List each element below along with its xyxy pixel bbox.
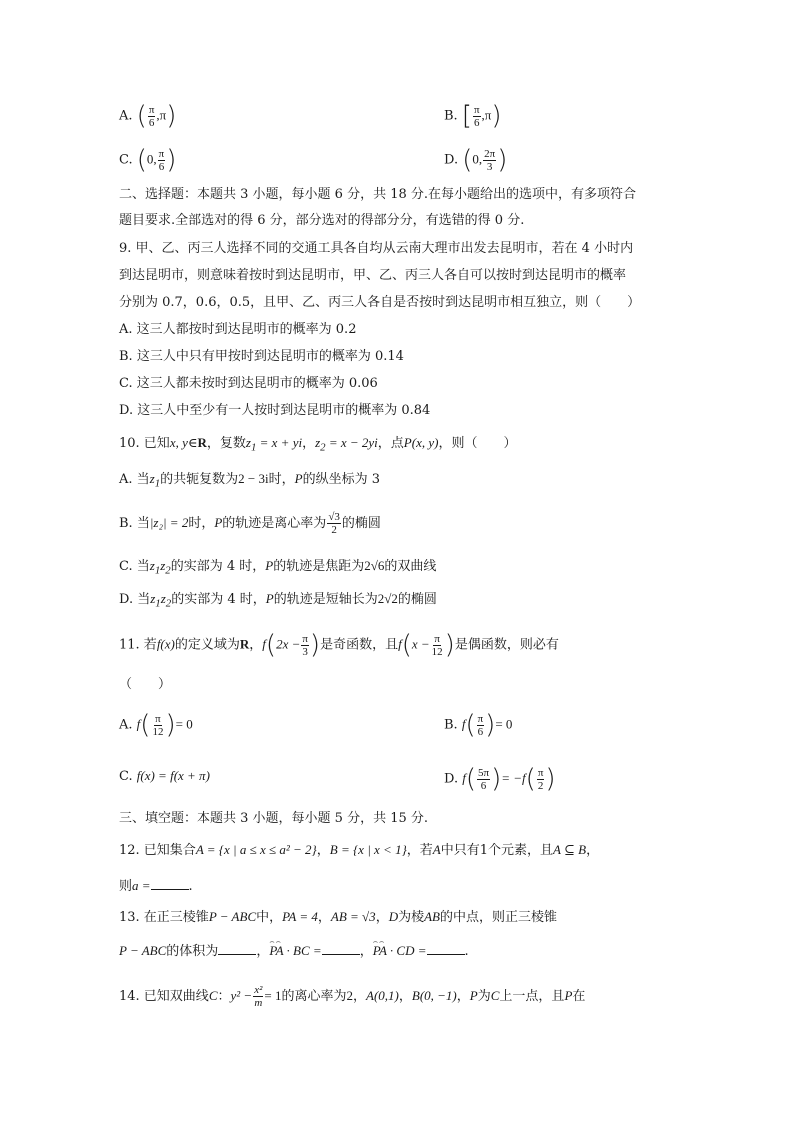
paren-close: ) [497,145,508,175]
text: 的纵坐标为 3 [302,472,380,487]
denominator: 6 [148,116,155,129]
text: 为 [477,989,491,1004]
q10-stem [119,433,516,458]
math-arg: 2x − [276,636,301,652]
paren-close: ) [166,145,177,175]
answer-blank[interactable] [151,875,189,890]
numerator: π [155,712,161,725]
text: ， [586,843,600,858]
math-a: a = [132,878,151,893]
denominator: 12 [431,645,443,658]
text: . [188,879,193,894]
option-label: D. [444,771,459,787]
math-C: C [490,988,500,1003]
math-eq: = −f [501,770,526,786]
option-label: A. [119,717,133,733]
text: 12. 已知集合 [119,843,196,858]
option-label: C. [119,769,133,784]
math-expr: f(x) = f(x + π) [136,768,210,783]
math-A: A [432,842,441,857]
math-z1: $z_1$ [149,471,161,490]
option-label: A. [119,108,133,124]
q12-answer-line [119,875,193,897]
math-fx: f(x) [156,636,175,652]
denominator: 3 [486,160,493,173]
text: 的共轭复数为 [160,472,239,487]
text: ，点 [377,436,404,451]
q10-option-d[interactable] [119,589,437,614]
math-pyramid: P − ABC [119,943,167,958]
math-P: P [564,988,573,1003]
text: ， [456,989,470,1004]
math-dot-product-2: ⌢⌢ PA · CD = [373,941,427,961]
numerator: √3 [328,511,340,523]
text: B. 当 [119,516,150,531]
text: 是偶函数，则必有 [454,637,559,653]
text: 的轨迹是短轴长为 [273,592,378,607]
math-C: C [208,988,218,1003]
paren-open: ( [140,710,151,740]
text: ： [217,989,231,1004]
numerator: π [477,712,484,725]
text: ，复数 [206,436,246,451]
math-value: 2 − 3i [238,471,269,486]
paren-close: ) [485,710,496,740]
text: ， [375,910,389,925]
text: ， [256,944,270,959]
numerator: x² [254,984,263,996]
text: 上一点，且 [499,989,565,1004]
option-label: D. [444,152,459,168]
paren-open: ( [136,101,147,131]
q12-stem [119,840,599,861]
text: ， [317,910,331,925]
text: D. 当 [119,592,151,607]
denominator: 2 [331,524,337,536]
text: 的实部为 4 时， [170,559,266,574]
option-label: B. [444,717,458,733]
text: 时， [188,516,215,531]
interval-rest: ,π [156,107,167,123]
math-P: P [294,471,303,486]
answer-blank-dot2[interactable] [427,940,465,955]
q10-option-a[interactable] [119,469,380,494]
math-arg: x − [411,636,430,652]
text: A. 当 [119,472,150,487]
math-P: P [214,515,223,530]
text: 为棱 [398,910,425,925]
text: 的椭圆 [397,592,437,607]
math-subset: A ⊆ B [553,842,587,857]
math-z1: $z_1$ [245,435,257,454]
paren-open: ( [465,764,477,794]
q11-option-d[interactable] [444,766,556,792]
denominator: 6 [474,116,480,129]
fraction [301,633,309,658]
numerator: π [302,632,308,645]
paren-close: ) [491,764,502,794]
text: 的实部为 4 时， [171,592,266,607]
math-f: f [461,716,466,732]
fraction [158,148,166,173]
text: 13. 在正三棱锥 [119,910,209,925]
q8-option-c[interactable] [119,147,176,173]
text: 的椭圆 [341,516,381,531]
text: 14. 已知双曲线 [119,989,209,1004]
q14-stem [119,984,585,1009]
interval-pre: 0, [146,151,157,167]
math-P: P [265,558,274,573]
section2-heading-line2: 题目要求.全部选对的得 6 分，部分选对的得部分分，有选错的得 0 分. [119,213,525,228]
math-set-b: B = {x | x < 1} [329,842,407,857]
section2-heading-line1: 二、选择题：本题共 3 小题，每小题 6 分，共 18 分.在每小题给出的选项中，有多项符合 [119,187,637,202]
paren-close: ) [491,101,502,131]
math-z1-expr: = x + yi [256,435,303,450]
math-pyramid: P − ABC [208,909,257,924]
q10-option-b[interactable] [119,511,381,536]
q9-stem-line2: 到达昆明市，则意味着按时到达昆明市，甲、乙、丙三人各自可以按时到达昆明市的概率 [119,268,627,283]
option-label: C. [119,152,133,168]
numerator: π [434,632,440,645]
denominator: 6 [477,725,484,738]
interval-rest: ,π [481,107,492,123]
fraction [473,104,481,129]
text: ， [398,989,412,1004]
q9-option-b[interactable]: B. 这三人中只有甲按时到达昆明市的概率为 0.14 [119,349,404,364]
q10-option-c[interactable] [119,556,436,581]
paren-close: ) [545,764,556,794]
denominator: 6 [158,160,165,173]
math-value: 2√2 [377,591,398,606]
math-abs: |z₂| = 2 [149,515,189,530]
text: C. 当 [119,559,150,574]
section3-heading: 三、填空题：本题共 3 小题，每小题 5 分，共 15 分. [119,811,429,826]
q11-stem [119,632,559,658]
math-vars: x, y [169,435,188,450]
math-value: 2 [346,988,353,1003]
text: ， [359,944,373,959]
math-AB: AB [424,909,440,924]
math-point-a: A(0,1) [366,988,399,1003]
math-f: f [262,636,266,652]
numerator: 5π [478,766,490,779]
paren-open: ( [265,630,277,660]
math-set-a: A = {x | a ≤ x ≤ a² − 2} [195,842,317,857]
fraction [477,713,485,738]
denominator: 12 [152,725,164,738]
q11-option-b[interactable] [444,712,512,738]
math-reals: R [197,435,207,450]
q9-stem-line3: 分别为 0.7，0.6，0.5，且甲、乙、丙三人各自是否按时到达昆明市相互独立，则（ ） [119,295,641,310]
text: ，则（ ） [438,436,517,451]
paren-close: ) [166,101,177,131]
q9-option-d[interactable]: D. 这三人中至少有一人按时到达昆明市的概率为 0.84 [119,403,431,418]
text: ，若 [406,843,433,858]
q11-option-a[interactable] [119,712,193,738]
text: 中只有1个元素，且 [440,843,554,858]
q8-option-a[interactable] [119,103,176,129]
text: ， [249,637,263,653]
fraction [327,511,341,536]
text: 在 [572,989,586,1004]
text: 是奇函数，且 [320,637,399,653]
fraction [253,984,263,1009]
text: 的体积为 [166,944,219,959]
fraction [151,713,164,738]
paren-open: ( [401,630,412,660]
math-z2: $z_2$ [315,435,326,454]
text: 的离心率为 [281,989,347,1004]
math-f: f [398,636,402,652]
q13-answer-line [119,940,469,962]
math-f: f [136,716,141,732]
fraction [477,767,490,792]
text: 10. 已知 [119,436,170,451]
answer-blank-volume[interactable] [218,940,256,955]
fraction [537,767,545,792]
math-point: P(x, y) [403,435,439,450]
math-D: D [388,909,399,924]
math-z1z2: $z_1z_2$ [150,591,172,610]
math-z2-expr: = x − 2yi [325,435,378,450]
paren-open: ( [462,145,473,175]
math-eq: y² − [230,988,253,1003]
numerator: π [473,103,480,116]
text: 的中点，则正三棱锥 [440,910,558,925]
math-z1z2: $z_1z_2$ [149,558,171,577]
denominator: 6 [480,779,487,792]
math-P: P [265,591,274,606]
math-reals: R [239,636,250,652]
numerator: π [537,766,544,779]
answer-blank-dot1[interactable] [322,940,360,955]
q9-stem-line1: 9. 甲、乙、丙三人选择不同的交通工具各自均从云南大理市出发去昆明市，若在 4 小时内 [119,241,634,256]
paren-close: ) [165,710,176,740]
fraction [148,104,156,129]
math-f: f [462,770,466,786]
math-ab: AB = √3 [330,909,376,924]
math-pa: PA = 4 [282,909,318,924]
numerator: 2π [484,147,496,160]
q11-option-c[interactable] [119,766,210,787]
math-P: P [469,988,478,1003]
text: 的双曲线 [384,559,437,574]
math-eq: = 0 [495,716,513,732]
math-dot-product-1: ⌢⌢ PA · BC = [269,941,321,961]
text: ， [316,843,330,858]
text: 的定义域为 [174,637,240,653]
paren-open: ( [136,145,147,175]
paren-open: ( [465,710,476,740]
q8-option-b[interactable] [444,103,502,129]
paren-open: [ [461,101,472,131]
numerator: π [148,103,155,116]
text: ， [353,989,367,1004]
fraction [483,148,496,173]
math-eq: = 0 [175,716,193,732]
text: 的轨迹是离心率为 [222,516,327,531]
q8-option-d[interactable] [444,147,507,173]
text: . [464,944,469,959]
text: 11. 若 [119,637,157,653]
denominator: m [254,997,263,1009]
q9-option-a[interactable]: A. 这三人都按时到达昆明市的概率为 0.2 [119,322,357,337]
text: 的轨迹是焦距为 [273,559,365,574]
denominator: 2 [537,779,544,792]
text: 则 [119,879,133,894]
text: ， [302,436,316,451]
interval-pre: 0, [472,151,483,167]
paren-open: ( [525,764,536,794]
denominator: 3 [302,645,308,658]
q9-option-c[interactable]: C. 这三人都未按时到达昆明市的概率为 0.06 [119,376,378,391]
paren-close: ) [444,630,455,660]
text: 中， [256,910,283,925]
fraction [431,633,444,658]
math-eq: = 1 [264,988,282,1003]
math-in: ∈ [187,435,198,450]
text: 时， [268,472,295,487]
math-value: 2√6 [364,558,385,573]
paren-close: ) [309,630,321,660]
q11-answer-paren: （ ） [119,677,172,692]
numerator: π [158,147,165,160]
math-point-b: B(0, −1) [411,988,457,1003]
q13-stem [119,907,557,928]
option-label: B. [444,108,458,124]
